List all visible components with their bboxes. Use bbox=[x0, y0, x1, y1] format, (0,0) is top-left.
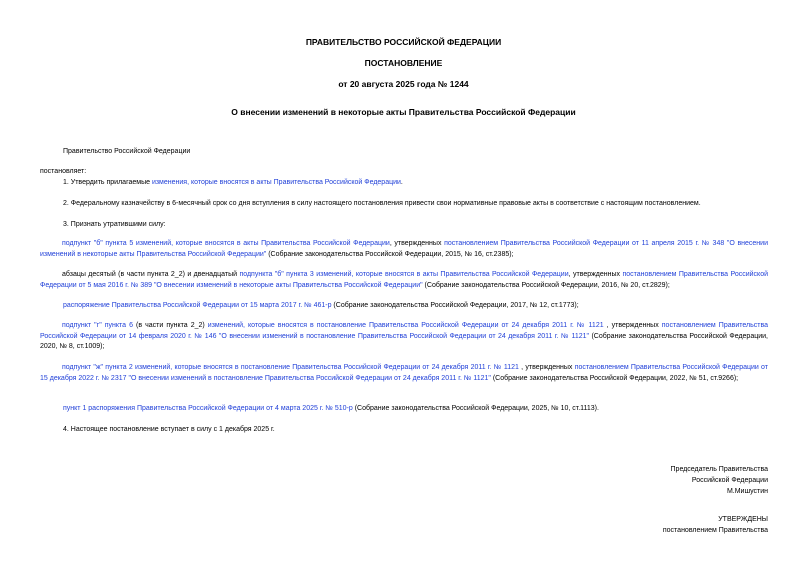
subitem-6-suffix: (Собрание законодательства Российской Федерации, 2025, № 10, ст.1113). bbox=[352, 405, 599, 412]
subitem-2-mid: , утвержденных bbox=[568, 271, 623, 278]
subitem-3-suffix: (Собрание законодательства Российской Федерации, 2017, № 12, ст.1773); bbox=[331, 302, 579, 309]
subitem-5-link-2[interactable]: постановлением Правительства Российской Федерации от 15 декабря 2022 г. № 2317 "О внесении изменений в постановление Правительства Российской Федерации от 24 декабря 2011 г. № 1121" bbox=[40, 364, 769, 382]
subitem-1-link-1[interactable]: подпункт "б" пункта 5 изменений, которые вносятся в акты Правительства Российской Федерации bbox=[62, 240, 390, 247]
subitem-5-mid: , утвержденных bbox=[518, 364, 575, 371]
subitem-5-suffix: (Собрание законодательства Российской Федерации, 2022, № 51, ст.9266); bbox=[490, 374, 739, 382]
subitem-2-link-2[interactable]: постановлением Правительства Российской Федерации от 5 мая 2016 г. № 389 "О внесении изменений в некоторые акты Правительства Российской Федерации" bbox=[40, 271, 769, 289]
subitem-4-link-3[interactable]: постановлением Правительства Российской Федерации от 14 февраля 2020 г. № 146 "О внесении изменений в постановление Правительства Российской Федерации от 24 декабря 2011 г. № 1121" bbox=[40, 322, 768, 340]
intro-text: Правительство Российской Федерации bbox=[63, 148, 191, 155]
signature-position: Председатель Правительства bbox=[670, 466, 768, 473]
subitem-2-prefix: абзацы десятый (в части пункта 2_2) и двенадцатый bbox=[62, 271, 240, 278]
approval-basis: постановлением Правительства bbox=[662, 527, 768, 534]
subitem-4-suffix: (Собрание законодательства Российской Федерации, 2020, № 8, ст.1009); bbox=[40, 332, 768, 350]
subitem-6 bbox=[63, 404, 599, 415]
item-1-prefix: 1. Утвердить прилагаемые bbox=[63, 179, 152, 186]
subitem-4-link-1[interactable]: подпункт "г" пункта 6 bbox=[62, 322, 133, 329]
subitem-5 bbox=[40, 363, 768, 384]
signature-name: М.Мишустин bbox=[726, 488, 768, 495]
subitem-3-link[interactable]: распоряжение Правительства Российской Федерации от 15 марта 2017 г. № 461-р bbox=[63, 302, 332, 309]
subitem-2 bbox=[40, 270, 768, 291]
subitem-6-link[interactable]: пункт 1 распоряжения Правительства Российской Федерации от 4 марта 2025 г. № 510-р bbox=[63, 405, 353, 412]
approval-block bbox=[663, 514, 768, 536]
subitem-4 bbox=[40, 321, 768, 353]
subitem-1-suffix: (Собрание законодательства Российской Федерации, 2015, № 16, ст.2385); bbox=[266, 250, 514, 258]
government-heading: ПРАВИТЕЛЬСТВО РОССИЙСКОЙ ФЕДЕРАЦИИ bbox=[305, 37, 502, 47]
subitem-4-part2: (в части пункта 2_2) bbox=[133, 322, 208, 329]
subitem-2-suffix: (Собрание законодательства Российской Федерации, 2016, № 20, ст.2829); bbox=[422, 281, 670, 289]
item-4: 4. Настоящее постановление вступает в силу с 1 декабря 2025 г. bbox=[63, 426, 275, 433]
item-2: 2. Федеральному казначейству в 6-месячный срок со дня вступления в силу настоящего постановления привести свои нормативные правовые акты в соответствие с настоящим постановлением. bbox=[63, 200, 701, 207]
date-number: от 20 августа 2025 года № 1244 bbox=[338, 79, 469, 89]
subitem-1-mid: , утвержденных bbox=[389, 240, 445, 247]
subitem-3 bbox=[63, 301, 579, 312]
item-1-suffix: . bbox=[400, 179, 403, 186]
subitem-1-link-2[interactable]: постановлением Правительства Российской Федерации от 11 апреля 2015 г. № 348 "О внесении изменений в некоторые акты Правительства Российской Федерации" bbox=[40, 240, 768, 258]
item-1-link[interactable]: изменения, которые вносятся в акты Правительства Российской Федерации bbox=[151, 179, 401, 186]
subitem-4-link-2[interactable]: изменений, которые вносятся в постановление Правительства Российской Федерации от 24 декабря 2011 г. № 1121 bbox=[207, 322, 604, 329]
decree-word: постановляет: bbox=[40, 168, 87, 175]
item-3: 3. Признать утратившими силу: bbox=[63, 221, 166, 228]
subitem-4-mid: , утвержденных bbox=[603, 322, 662, 329]
subitem-2-link-1[interactable]: подпункта "б" пункта 3 изменений, которые вносятся в акты Правительства Российской Федерации bbox=[239, 271, 569, 278]
signature-block bbox=[671, 464, 768, 497]
signature-country: Российской Федерации bbox=[691, 477, 768, 484]
subitem-1 bbox=[40, 239, 768, 260]
document-type: ПОСТАНОВЛЕНИЕ bbox=[364, 58, 443, 68]
approval-title: УТВЕРЖДЕНЫ bbox=[718, 516, 768, 523]
item-1 bbox=[63, 178, 403, 189]
subitem-5-link-1[interactable]: подпункт "ж" пункта 2 изменений, которые вносятся в постановление Правительства Российской Федерации от 24 декабря 2011 г. № 1121 bbox=[62, 364, 519, 371]
document-title: О внесении изменений в некоторые акты Правительства Российской Федерации bbox=[231, 107, 576, 117]
